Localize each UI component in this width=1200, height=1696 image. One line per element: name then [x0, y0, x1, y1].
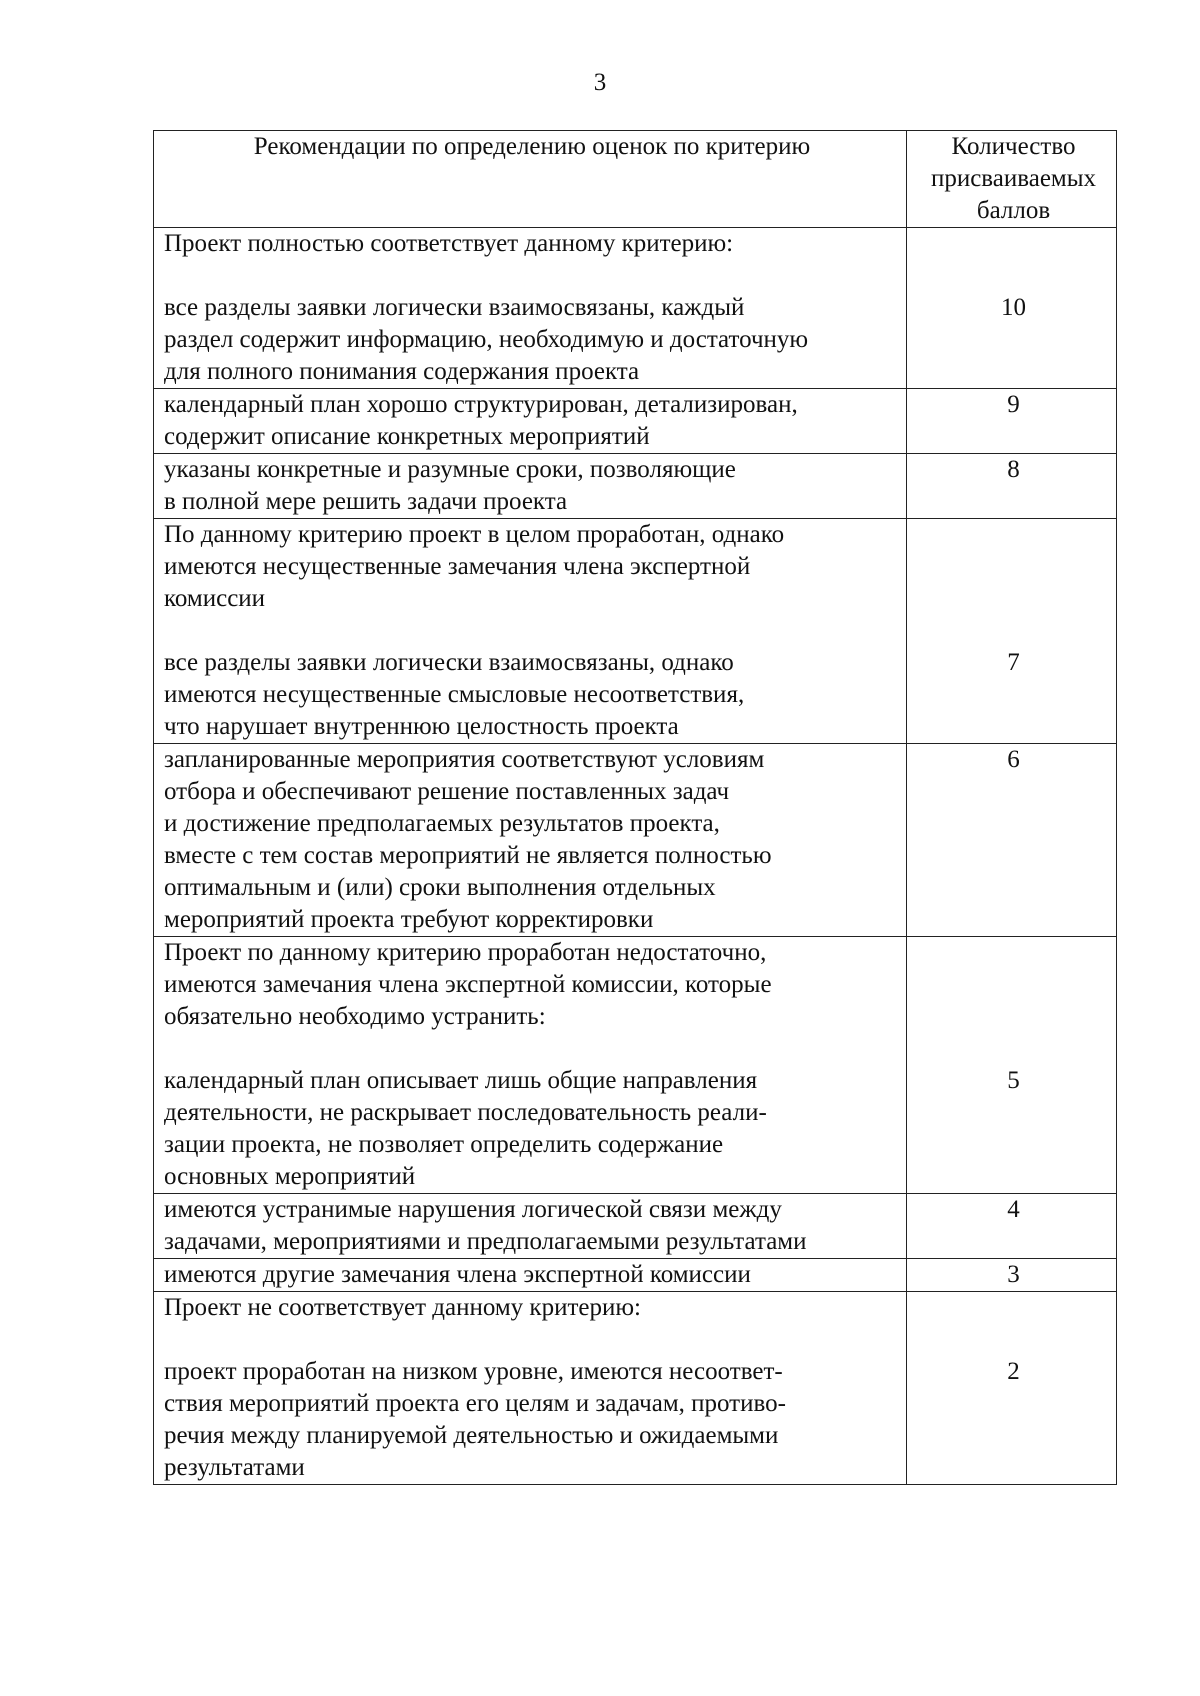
- criteria-level-heading-line: имеются замечания члена экспертной комиссии, которые: [164, 971, 772, 998]
- table-row: [154, 1259, 1117, 1292]
- criteria-text-line: все разделы заявки логически взаимосвязаны, каждый: [164, 294, 745, 321]
- points-header-line: присваиваемых: [930, 165, 1097, 192]
- score-value: 6: [1007, 746, 1020, 773]
- score-cell: [907, 744, 1117, 937]
- blank-line: [164, 1033, 900, 1065]
- criteria-text-line: проект проработан на низком уровне, имеются несоответ-: [164, 1358, 783, 1385]
- criteria-description-cell: [154, 454, 907, 519]
- criteria-level-heading-line: имеются несущественные замечания члена экспертной: [164, 553, 751, 580]
- criteria-text-line: в полной мере решить задачи проекта: [164, 488, 568, 515]
- points-column-header: [907, 131, 1117, 228]
- criteria-description-cell: [154, 1292, 907, 1485]
- blank-line: [917, 1033, 1110, 1065]
- score-cell: [907, 1292, 1117, 1485]
- blank-line: [917, 1292, 1110, 1324]
- criteria-text-line: все разделы заявки логически взаимосвязаны, однако: [164, 649, 734, 676]
- criteria-level-heading-line: Проект полностью соответствует данному критерию:: [164, 230, 734, 257]
- score-value: 5: [1007, 1067, 1020, 1094]
- table-row: [154, 454, 1117, 519]
- score-value: 3: [1007, 1261, 1020, 1288]
- criteria-text-line: календарный план хорошо структурирован, детализирован,: [164, 391, 798, 418]
- criteria-text-line: мероприятий проекта требуют корректировки: [164, 906, 654, 933]
- table-row: [154, 937, 1117, 1194]
- page-number: 3: [593, 69, 607, 96]
- criteria-description-cell: [154, 744, 907, 937]
- blank-line: [917, 969, 1110, 1001]
- score-cell: [907, 937, 1117, 1194]
- criteria-level-heading-line: комиссии: [164, 585, 266, 612]
- points-header-line: Количество: [951, 133, 1076, 160]
- score-value: 4: [1007, 1196, 1020, 1223]
- criteria-description-cell: [154, 937, 907, 1194]
- score-value: 7: [1007, 649, 1020, 676]
- criteria-text-line: и достижение предполагаемых результатов проекта,: [164, 810, 720, 837]
- criteria-text-line: имеются устранимые нарушения логической связи между: [164, 1196, 782, 1223]
- table-row: [154, 1194, 1117, 1259]
- criteria-text-line: ствия мероприятий проекта его целям и задачам, противо-: [164, 1390, 786, 1417]
- table-row: [154, 389, 1117, 454]
- table-row: [154, 228, 1117, 389]
- criteria-description-cell: [154, 389, 907, 454]
- score-value: 9: [1007, 391, 1020, 418]
- criteria-text-line: содержит описание конкретных мероприятий: [164, 423, 650, 450]
- blank-line: [917, 228, 1110, 260]
- criteria-text-line: деятельности, не раскрывает последовательность реали-: [164, 1099, 767, 1126]
- criteria-level-heading-line: Проект по данному критерию проработан недостаточно,: [164, 939, 767, 966]
- blank-line: [164, 615, 900, 647]
- criteria-text-line: зации проекта, не позволяет определить содержание: [164, 1131, 724, 1158]
- score-value: 2: [1007, 1358, 1020, 1385]
- criteria-text-line: раздел содержит информацию, необходимую и достаточную: [164, 326, 809, 353]
- score-cell: [907, 1259, 1117, 1292]
- blank-line: [917, 551, 1110, 583]
- score-value: 8: [1007, 456, 1020, 483]
- table-header-row: [154, 131, 1117, 228]
- criteria-column-header: Рекомендации по определению оценок по критерию: [154, 131, 907, 228]
- criteria-text-line: для полного понимания содержания проекта: [164, 358, 640, 385]
- score-cell: [907, 228, 1117, 389]
- blank-line: [164, 260, 900, 292]
- score-value: 10: [1001, 294, 1026, 321]
- table-row: [154, 519, 1117, 744]
- criteria-text-line: что нарушает внутреннюю целостность проекта: [164, 713, 679, 740]
- score-cell: [907, 454, 1117, 519]
- blank-line: [917, 519, 1110, 551]
- score-cell: [907, 519, 1117, 744]
- criteria-text-line: имеются несущественные смысловые несоответствия,: [164, 681, 745, 708]
- score-cell: [907, 1194, 1117, 1259]
- blank-line: [917, 260, 1110, 292]
- score-cell: [907, 389, 1117, 454]
- criteria-description-cell: [154, 228, 907, 389]
- criteria-text-line: календарный план описывает лишь общие направления: [164, 1067, 758, 1094]
- criteria-level-heading-line: По данному критерию проект в целом проработан, однако: [164, 521, 785, 548]
- criteria-description-cell: [154, 1194, 907, 1259]
- criteria-text-line: результатами: [164, 1454, 305, 1481]
- blank-line: [917, 937, 1110, 969]
- table-row: [154, 1292, 1117, 1485]
- criteria-text-line: оптимальным и (или) сроки выполнения отдельных: [164, 874, 716, 901]
- table-row: [154, 744, 1117, 937]
- blank-line: [164, 1324, 900, 1356]
- criteria-text-line: имеются другие замечания члена экспертной комиссии: [164, 1261, 751, 1288]
- criteria-description-cell: [154, 519, 907, 744]
- blank-line: [917, 1324, 1110, 1356]
- criteria-text-line: задачами, мероприятиями и предполагаемыми результатами: [164, 1228, 807, 1255]
- blank-line: [917, 583, 1110, 615]
- points-header-line: баллов: [976, 197, 1051, 224]
- blank-line: [917, 1001, 1110, 1033]
- criteria-description-cell: [154, 1259, 907, 1292]
- criteria-text-line: вместе с тем состав мероприятий не является полностью: [164, 842, 772, 869]
- blank-line: [917, 615, 1110, 647]
- criteria-text-line: отбора и обеспечивают решение поставленных задач: [164, 778, 730, 805]
- criteria-table: [153, 130, 1117, 1485]
- criteria-text-line: указаны конкретные и разумные сроки, позволяющие: [164, 456, 736, 483]
- criteria-text-line: запланированные мероприятия соответствуют условиям: [164, 746, 765, 773]
- criteria-level-heading-line: обязательно необходимо устранить:: [164, 1003, 546, 1030]
- criteria-text-line: основных мероприятий: [164, 1163, 416, 1190]
- criteria-level-heading-line: Проект не соответствует данному критерию:: [164, 1294, 641, 1321]
- criteria-text-line: речия между планируемой деятельностью и ожидаемыми: [164, 1422, 779, 1449]
